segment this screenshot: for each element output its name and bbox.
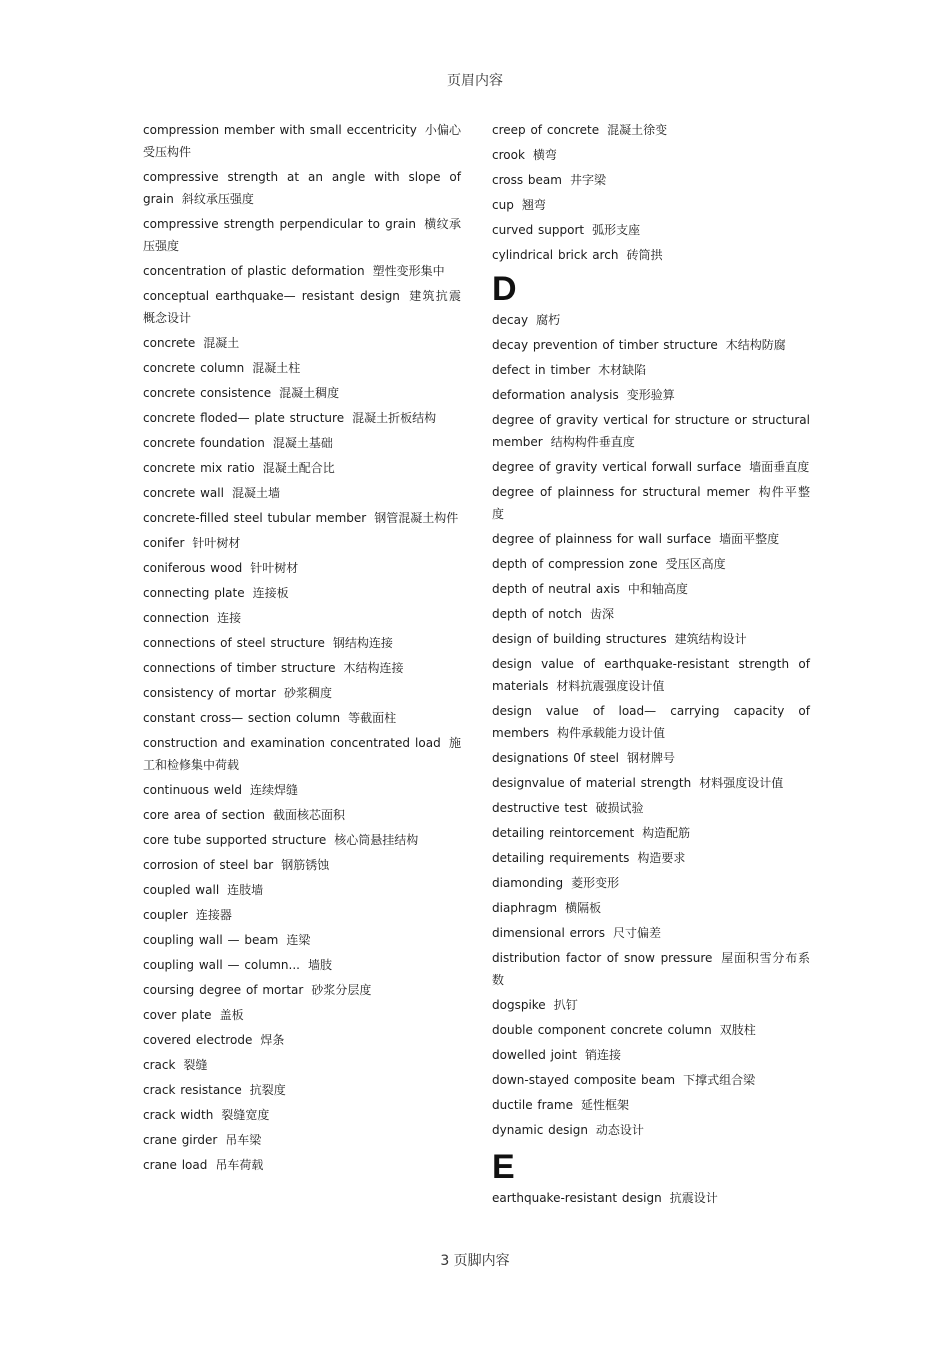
term-english: connection bbox=[143, 611, 210, 625]
term-chinese: 弧形支座 bbox=[592, 223, 641, 237]
term-english: defect in timber bbox=[492, 363, 591, 377]
term-chinese: 建筑结构设计 bbox=[674, 632, 747, 646]
term-english: curved support bbox=[492, 223, 585, 237]
term-english: concrete floded— plate structure bbox=[143, 411, 345, 425]
term-chinese: 截面核芯面积 bbox=[272, 808, 345, 822]
term-chinese: 吊车梁 bbox=[225, 1133, 262, 1147]
glossary-entry bbox=[143, 732, 461, 776]
term-english: deformation analysis bbox=[492, 388, 619, 402]
term-english: distribution factor of snow pressure bbox=[492, 951, 713, 965]
term-chinese: 连接 bbox=[217, 611, 242, 625]
term-english: crane girder bbox=[143, 1133, 218, 1147]
term-chinese: 等截面柱 bbox=[348, 711, 397, 725]
term-english: coupled wall bbox=[143, 883, 220, 897]
term-english: design value of earthquake-resistant strength of materials bbox=[492, 657, 810, 693]
glossary-entry bbox=[143, 707, 461, 729]
term-english: concrete mix ratio bbox=[143, 461, 255, 475]
term-chinese: 抗裂度 bbox=[249, 1083, 286, 1097]
glossary-entry bbox=[492, 309, 810, 331]
term-chinese: 结构构件垂直度 bbox=[550, 435, 635, 449]
term-english: concrete wall bbox=[143, 486, 224, 500]
term-english: design value of load— carrying capacity of members bbox=[492, 704, 810, 740]
glossary-entry bbox=[492, 847, 810, 869]
term-chinese: 动态设计 bbox=[595, 1123, 644, 1137]
term-english: connections of steel structure bbox=[143, 636, 325, 650]
term-chinese: 钢管混凝土构件 bbox=[374, 511, 459, 525]
term-english: detailing requirements bbox=[492, 851, 630, 865]
term-english: ductile frame bbox=[492, 1098, 573, 1112]
term-english: crack width bbox=[143, 1108, 214, 1122]
term-chinese: 建筑抗震概念设计 bbox=[143, 289, 461, 325]
term-chinese: 混凝土稠度 bbox=[279, 386, 340, 400]
term-chinese: 材料抗震强度设计值 bbox=[556, 679, 665, 693]
term-english: concrete consistence bbox=[143, 386, 272, 400]
glossary-entry bbox=[492, 169, 810, 191]
glossary-entry bbox=[492, 772, 810, 794]
term-english: cylindrical brick arch bbox=[492, 248, 619, 262]
term-chinese: 裂缝宽度 bbox=[221, 1108, 270, 1122]
glossary-entry bbox=[492, 409, 810, 453]
term-chinese: 连接器 bbox=[195, 908, 232, 922]
glossary-entry bbox=[143, 407, 461, 429]
term-chinese: 销连接 bbox=[584, 1048, 621, 1062]
glossary-entry bbox=[492, 747, 810, 769]
term-chinese: 构件平整度 bbox=[492, 485, 810, 521]
page-header: 页眉内容 bbox=[447, 73, 503, 89]
term-english: depth of neutral axis bbox=[492, 582, 620, 596]
glossary-entry bbox=[492, 822, 810, 844]
term-english: designvalue of material strength bbox=[492, 776, 692, 790]
term-english: compressive strength at an angle with slope of grain bbox=[143, 170, 461, 206]
term-chinese: 构件承载能力设计值 bbox=[556, 726, 665, 740]
glossary-entry bbox=[492, 1094, 810, 1116]
term-chinese: 连肢墙 bbox=[227, 883, 264, 897]
glossary-entry bbox=[492, 897, 810, 919]
glossary-entry bbox=[492, 119, 810, 141]
glossary-entry bbox=[143, 213, 461, 257]
glossary-entry bbox=[143, 1004, 461, 1026]
glossary-entry bbox=[143, 829, 461, 851]
term-chinese: 混凝土 bbox=[203, 336, 240, 350]
term-chinese: 墙面垂直度 bbox=[749, 460, 810, 474]
glossary-entry bbox=[492, 194, 810, 216]
term-english: connecting plate bbox=[143, 586, 245, 600]
term-english: double component concrete column bbox=[492, 1023, 712, 1037]
term-english: dimensional errors bbox=[492, 926, 605, 940]
term-chinese: 混凝土基础 bbox=[272, 436, 333, 450]
glossary-entry bbox=[143, 632, 461, 654]
term-chinese: 混凝土徐变 bbox=[607, 123, 668, 137]
term-english: crack bbox=[143, 1058, 176, 1072]
glossary-entry bbox=[492, 578, 810, 600]
term-english: concentration of plastic deformation bbox=[143, 264, 365, 278]
term-english: concrete column bbox=[143, 361, 245, 375]
term-english: consistency of mortar bbox=[143, 686, 276, 700]
term-english: conifer bbox=[143, 536, 185, 550]
term-chinese: 材料强度设计值 bbox=[699, 776, 784, 790]
term-english: diamonding bbox=[492, 876, 564, 890]
term-english: dogspike bbox=[492, 998, 546, 1012]
right-column bbox=[492, 119, 810, 1212]
term-chinese: 横纹承压强度 bbox=[143, 217, 461, 253]
term-chinese: 翘弯 bbox=[521, 198, 546, 212]
section-letter-e: E bbox=[492, 1148, 515, 1186]
glossary-entry bbox=[143, 166, 461, 210]
left-column bbox=[143, 119, 461, 1179]
glossary-entry bbox=[143, 482, 461, 504]
glossary-entry bbox=[143, 119, 461, 163]
term-english: creep of concrete bbox=[492, 123, 600, 137]
glossary-entry bbox=[143, 804, 461, 826]
term-chinese: 木材缺陷 bbox=[598, 363, 647, 377]
glossary-entry bbox=[492, 144, 810, 166]
glossary-entry bbox=[143, 1129, 461, 1151]
term-chinese: 混凝土配合比 bbox=[262, 461, 335, 475]
glossary-entry bbox=[143, 532, 461, 554]
term-chinese: 砂浆分层度 bbox=[311, 983, 372, 997]
glossary-entry bbox=[492, 603, 810, 625]
term-chinese: 连续焊缝 bbox=[249, 783, 298, 797]
term-english: concrete-filled steel tubular member bbox=[143, 511, 367, 525]
term-english: connections of timber structure bbox=[143, 661, 336, 675]
term-english: crane load bbox=[143, 1158, 208, 1172]
glossary-entry bbox=[492, 1019, 810, 1041]
glossary-entry bbox=[143, 607, 461, 629]
term-english: cross beam bbox=[492, 173, 562, 187]
term-english: crook bbox=[492, 148, 525, 162]
glossary-entry bbox=[143, 357, 461, 379]
glossary-entry bbox=[492, 700, 810, 744]
term-english: core area of section bbox=[143, 808, 265, 822]
glossary-entry bbox=[492, 1187, 810, 1209]
term-english: continuous weld bbox=[143, 783, 242, 797]
glossary-entry bbox=[492, 219, 810, 241]
term-chinese: 连接板 bbox=[252, 586, 289, 600]
glossary-entry bbox=[143, 954, 461, 976]
glossary-entry bbox=[143, 979, 461, 1001]
term-chinese: 盖板 bbox=[219, 1008, 244, 1022]
glossary-entry bbox=[143, 657, 461, 679]
glossary-entry bbox=[143, 1079, 461, 1101]
glossary-entry bbox=[143, 260, 461, 282]
glossary-entry bbox=[492, 653, 810, 697]
glossary-entry bbox=[143, 582, 461, 604]
term-chinese: 钢结构连接 bbox=[332, 636, 393, 650]
term-english: detailing reintorcement bbox=[492, 826, 635, 840]
term-english: concrete bbox=[143, 336, 196, 350]
glossary-entry bbox=[143, 779, 461, 801]
term-english: degree of plainness for structural memer bbox=[492, 485, 750, 499]
term-chinese: 菱形变形 bbox=[571, 876, 620, 890]
term-chinese: 施工和检修集中荷载 bbox=[143, 736, 461, 772]
term-english: depth of compression zone bbox=[492, 557, 658, 571]
term-chinese: 受压区高度 bbox=[665, 557, 726, 571]
term-english: compressive strength perpendicular to grain bbox=[143, 217, 416, 231]
term-chinese: 变形验算 bbox=[626, 388, 675, 402]
term-chinese: 破损试验 bbox=[595, 801, 644, 815]
term-english: concrete foundation bbox=[143, 436, 265, 450]
term-english: crack resistance bbox=[143, 1083, 242, 1097]
term-chinese: 扒钉 bbox=[553, 998, 578, 1012]
term-english: constant cross— section column bbox=[143, 711, 341, 725]
term-chinese: 砖筒拱 bbox=[626, 248, 663, 262]
term-english: degree of gravity vertical forwall surface bbox=[492, 460, 742, 474]
term-english: coursing degree of mortar bbox=[143, 983, 304, 997]
glossary-entry bbox=[143, 904, 461, 926]
term-english: dowelled joint bbox=[492, 1048, 577, 1062]
term-chinese: 混凝土墙 bbox=[231, 486, 280, 500]
term-english: core tube supported structure bbox=[143, 833, 327, 847]
term-english: compression member with small eccentricity bbox=[143, 123, 417, 137]
glossary-entry bbox=[143, 332, 461, 354]
term-chinese: 针叶树材 bbox=[192, 536, 241, 550]
glossary-entry bbox=[492, 528, 810, 550]
term-chinese: 墙肢 bbox=[307, 958, 332, 972]
term-english: conceptual earthquake— resistant design bbox=[143, 289, 400, 303]
term-chinese: 木结构连接 bbox=[343, 661, 404, 675]
term-chinese: 小偏心受压构件 bbox=[143, 123, 461, 159]
term-english: cover plate bbox=[143, 1008, 212, 1022]
glossary-entry bbox=[492, 384, 810, 406]
glossary-entry bbox=[492, 481, 810, 525]
term-chinese: 延性框架 bbox=[580, 1098, 629, 1112]
term-english: corrosion of steel bar bbox=[143, 858, 274, 872]
glossary-entry bbox=[492, 1119, 810, 1141]
term-chinese: 墙面平整度 bbox=[719, 532, 780, 546]
glossary-entry bbox=[143, 929, 461, 951]
glossary-entry bbox=[143, 507, 461, 529]
term-chinese: 针叶树材 bbox=[250, 561, 299, 575]
term-chinese: 吊车荷载 bbox=[215, 1158, 264, 1172]
glossary-entry bbox=[143, 1104, 461, 1126]
glossary-entry bbox=[143, 1054, 461, 1076]
term-chinese: 屋面积雪分布系数 bbox=[492, 951, 810, 987]
term-english: coupling wall — beam bbox=[143, 933, 279, 947]
glossary-entry bbox=[143, 457, 461, 479]
term-chinese: 木结构防腐 bbox=[725, 338, 786, 352]
term-english: coniferous wood bbox=[143, 561, 243, 575]
section-letter-d: D bbox=[492, 270, 517, 308]
term-english: diaphragm bbox=[492, 901, 558, 915]
term-english: coupling wall — column... bbox=[143, 958, 300, 972]
term-english: earthquake-resistant design bbox=[492, 1191, 662, 1205]
term-chinese: 中和轴高度 bbox=[627, 582, 688, 596]
glossary-entry bbox=[143, 557, 461, 579]
term-chinese: 钢材牌号 bbox=[626, 751, 675, 765]
glossary-entry bbox=[492, 1044, 810, 1066]
glossary-entry bbox=[143, 382, 461, 404]
term-chinese: 抗震设计 bbox=[669, 1191, 718, 1205]
term-chinese: 钢筋锈蚀 bbox=[281, 858, 330, 872]
glossary-entry bbox=[492, 359, 810, 381]
term-chinese: 井字梁 bbox=[569, 173, 606, 187]
glossary-entry bbox=[492, 872, 810, 894]
glossary-entry bbox=[492, 994, 810, 1016]
term-chinese: 裂缝 bbox=[183, 1058, 208, 1072]
glossary-entry bbox=[492, 456, 810, 478]
term-chinese: 核心筒悬挂结构 bbox=[334, 833, 419, 847]
term-chinese: 焊条 bbox=[260, 1033, 285, 1047]
term-chinese: 尺寸偏差 bbox=[612, 926, 661, 940]
term-english: cup bbox=[492, 198, 514, 212]
glossary-entry bbox=[143, 854, 461, 876]
glossary-entry bbox=[143, 682, 461, 704]
term-english: designations 0f steel bbox=[492, 751, 619, 765]
term-english: down-stayed composite beam bbox=[492, 1073, 676, 1087]
glossary-entry bbox=[492, 244, 810, 266]
term-chinese: 双肢柱 bbox=[719, 1023, 756, 1037]
term-english: destructive test bbox=[492, 801, 588, 815]
term-chinese: 横隔板 bbox=[565, 901, 602, 915]
term-chinese: 砂浆稠度 bbox=[283, 686, 332, 700]
glossary-entry bbox=[492, 947, 810, 991]
glossary-entry bbox=[492, 797, 810, 819]
glossary-entry bbox=[492, 1069, 810, 1091]
term-chinese: 混凝土柱 bbox=[252, 361, 301, 375]
glossary-entry bbox=[492, 334, 810, 356]
term-chinese: 腐朽 bbox=[536, 313, 561, 327]
term-english: dynamic design bbox=[492, 1123, 588, 1137]
glossary-entry bbox=[143, 285, 461, 329]
glossary-entry bbox=[143, 1029, 461, 1051]
term-chinese: 混凝土折板结构 bbox=[352, 411, 437, 425]
term-english: depth of notch bbox=[492, 607, 582, 621]
term-english: degree of plainness for wall surface bbox=[492, 532, 712, 546]
glossary-entry bbox=[143, 879, 461, 901]
term-chinese: 连梁 bbox=[286, 933, 311, 947]
term-english: decay prevention of timber structure bbox=[492, 338, 718, 352]
term-english: design of building structures bbox=[492, 632, 667, 646]
term-chinese: 斜纹承压强度 bbox=[181, 192, 254, 206]
term-chinese: 齿深 bbox=[589, 607, 614, 621]
term-english: degree of gravity vertical for structure or structural member bbox=[492, 413, 810, 449]
glossary-entry bbox=[492, 922, 810, 944]
term-chinese: 构造要求 bbox=[637, 851, 686, 865]
glossary-entry bbox=[143, 432, 461, 454]
page-footer: 3 页脚内容 bbox=[440, 1253, 510, 1269]
term-chinese: 横弯 bbox=[532, 148, 557, 162]
glossary-entry bbox=[492, 628, 810, 650]
term-chinese: 塑性变形集中 bbox=[372, 264, 445, 278]
glossary-entry bbox=[492, 553, 810, 575]
term-english: covered electrode bbox=[143, 1033, 253, 1047]
glossary-entry bbox=[143, 1154, 461, 1176]
term-chinese: 构造配筋 bbox=[642, 826, 691, 840]
term-english: construction and examination concentrated load bbox=[143, 736, 441, 750]
term-english: coupler bbox=[143, 908, 188, 922]
term-english: decay bbox=[492, 313, 529, 327]
term-chinese: 下撑式组合梁 bbox=[683, 1073, 756, 1087]
